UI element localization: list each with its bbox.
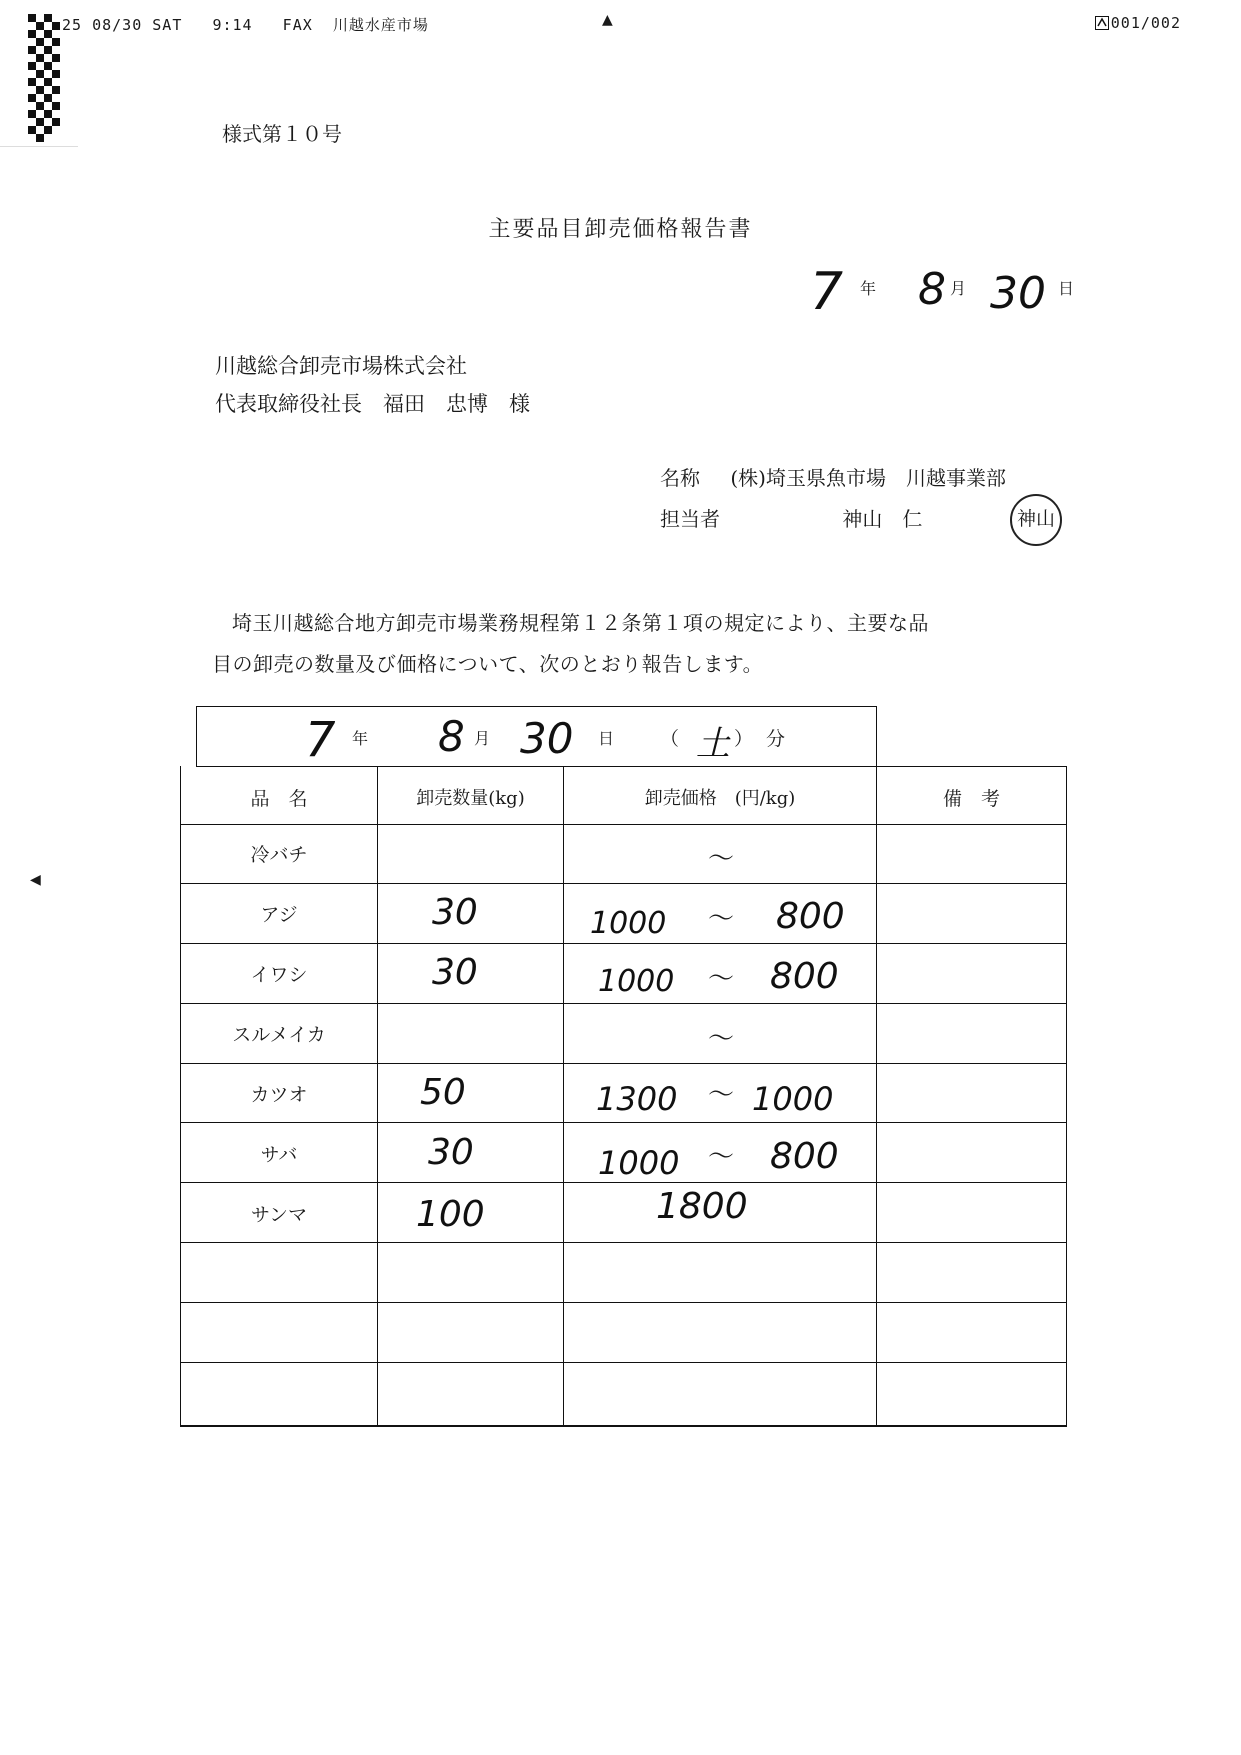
left-arrow-icon: ◀ xyxy=(30,872,41,888)
header-price: 卸売価格 (円/kg) xyxy=(644,788,796,809)
seal-text: 神山 xyxy=(1016,508,1055,530)
addressee-person: 代表取締役社長 福田 忠博 様 xyxy=(215,392,530,416)
row-quantity: 30 xyxy=(432,892,478,933)
table-rule xyxy=(196,706,197,766)
price-range-sep: ～ xyxy=(708,1142,735,1172)
sender-person-line xyxy=(660,503,922,532)
sender-name-label: 名称 xyxy=(660,466,700,490)
table-rule xyxy=(876,706,877,766)
price-range-sep: ～ xyxy=(708,1024,735,1054)
table-rule xyxy=(180,1063,1067,1064)
fax-checker-mark xyxy=(28,14,60,142)
table-date-year: 7 xyxy=(305,712,336,768)
header-item-name: 品 名 xyxy=(250,788,308,810)
row-price-high: 1000 xyxy=(598,964,675,999)
row-quantity: 30 xyxy=(432,952,478,993)
row-item-name: イワシ xyxy=(250,964,308,986)
header-quantity: 卸売数量(kg) xyxy=(416,788,525,809)
table-rule xyxy=(377,766,378,1426)
body-text-line-2: 目の卸売の数量及び価格について、次のとおり報告します。 xyxy=(212,652,764,676)
table-rule xyxy=(180,1302,1067,1303)
table-rule xyxy=(180,1182,1067,1183)
row-price-low: 800 xyxy=(770,956,839,997)
table-rule xyxy=(1066,766,1067,1426)
table-rule xyxy=(180,824,1067,825)
price-range-sep: ～ xyxy=(708,964,735,994)
report-date-day-unit: 日 xyxy=(1058,279,1075,298)
table-rule xyxy=(180,1242,1067,1243)
row-quantity: 100 xyxy=(416,1194,485,1235)
report-date-year-unit: 年 xyxy=(860,279,877,298)
price-range-sep: ～ xyxy=(708,844,735,874)
table-date-month-unit: 月 xyxy=(474,729,491,748)
row-item-name: サバ xyxy=(260,1144,298,1166)
document-title: 主要品目卸売価格報告書 xyxy=(488,217,753,242)
row-item-name: サンマ xyxy=(250,1204,308,1226)
report-date xyxy=(800,262,1090,322)
row-price-high: 1000 xyxy=(590,906,667,941)
sender-person: 神山 仁 xyxy=(842,507,923,531)
up-arrow-icon: ▲ xyxy=(602,12,613,28)
table-rule xyxy=(563,766,564,1426)
table-rule xyxy=(180,1425,1067,1427)
row-item-name: スルメイカ xyxy=(232,1024,326,1046)
sender-name-line xyxy=(660,462,1006,491)
row-price-low: 800 xyxy=(770,1136,839,1177)
row-item-name: アジ xyxy=(260,904,298,926)
sender-person-label: 担当者 xyxy=(660,507,720,531)
body-text-line-1: 埼玉川越総合地方卸売市場業務規程第１２条第１項の規定により、主要な品 xyxy=(232,611,929,635)
table-date-day-unit: 日 xyxy=(598,729,615,748)
report-date-month-unit: 月 xyxy=(950,279,967,298)
fax-box-icon xyxy=(1095,16,1109,30)
table-rule xyxy=(180,1122,1067,1123)
table-date-day: 30 xyxy=(520,714,574,763)
table-date-year-unit: 年 xyxy=(352,729,369,748)
table-rule xyxy=(180,1003,1067,1004)
row-price-low: 800 xyxy=(776,896,845,937)
price-range-sep: ～ xyxy=(708,904,735,934)
row-price-low: 1000 xyxy=(752,1080,834,1118)
row-quantity: 30 xyxy=(428,1132,474,1173)
addressee-company: 川越総合卸売市場株式会社 xyxy=(215,354,467,378)
table-date-month: 8 xyxy=(438,712,465,761)
form-number: 様式第１０号 xyxy=(222,122,342,146)
fax-page-number xyxy=(1095,14,1181,32)
table-rule xyxy=(180,883,1067,884)
personal-seal xyxy=(1010,494,1062,546)
row-quantity: 50 xyxy=(420,1072,466,1113)
table-rule xyxy=(180,943,1067,944)
sender-name: (株)埼玉県魚市場 川越事業部 xyxy=(730,466,1006,490)
row-item-name: カツオ xyxy=(250,1084,308,1106)
row-price-high: 1300 xyxy=(596,1080,678,1118)
weekday-close-paren: ） xyxy=(734,728,754,750)
fax-page-text: 001/002 xyxy=(1110,14,1181,32)
report-date-month: 8 xyxy=(918,264,946,315)
price-range-sep: ～ xyxy=(708,1080,735,1110)
table-rule xyxy=(196,706,876,707)
row-price-low: 1800 xyxy=(656,1186,748,1227)
weekday-open-paren: （ xyxy=(660,728,680,750)
table-rule xyxy=(876,766,877,1426)
row-item-name: 冷バチ xyxy=(250,844,308,866)
table-rule xyxy=(180,1362,1067,1363)
fax-header: 25 08/30 SAT 9:14 FAX 川越水産市場 xyxy=(62,16,429,34)
table-date-weekday: 土 xyxy=(696,724,730,764)
header-notes: 備 考 xyxy=(942,788,1000,810)
report-date-year: 7 xyxy=(810,262,844,322)
table-date-suffix: 分 xyxy=(766,728,786,750)
report-date-day: 30 xyxy=(990,268,1046,319)
fax-edge-line xyxy=(0,146,78,147)
row-price-high: 1000 xyxy=(598,1144,680,1182)
